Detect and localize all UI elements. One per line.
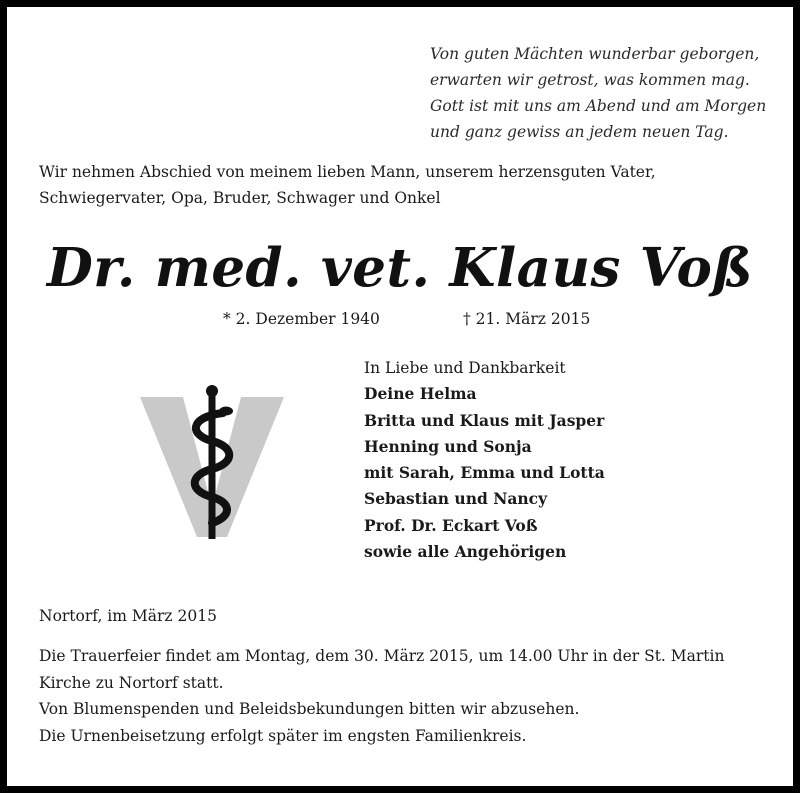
family-name: Deine Helma: [364, 384, 477, 404]
info-line: Kirche zu Nortorf statt.: [39, 673, 224, 692]
family-heading: In Liebe und Dankbarkeit: [364, 359, 566, 377]
family-signatures: [364, 355, 784, 565]
deceased-name: Dr. med. vet. Klaus Voß: [46, 237, 754, 299]
family-name: Sebastian und Nancy: [364, 489, 548, 509]
family-name: Prof. Dr. Eckart Voß: [364, 515, 538, 535]
info-line: Die Urnenbeisetzung erfolgt später im engsten Familienkreis.: [39, 726, 527, 745]
place-date: Nortorf, im März 2015: [39, 607, 217, 625]
info-line: Von Blumenspenden und Beleidsbekundungen bitten wir abzusehen.: [39, 700, 580, 718]
family-name: Henning und Sonja: [364, 436, 532, 456]
poem-quote: [430, 41, 780, 145]
info-line: Die Trauerfeier findet am Montag, dem 30. März 2015, um 14.00 Uhr in der St. Martin: [39, 647, 725, 665]
poem-line: und ganz gewiss an jedem neuen Tag.: [430, 123, 729, 141]
family-name: sowie alle Angehörigen: [364, 542, 567, 562]
poem-line: erwarten wir getrost, was kommen mag.: [430, 71, 750, 89]
poem-line: Gott ist mit uns am Abend und am Morgen: [430, 97, 767, 115]
family-name: Britta und Klaus mit Jasper: [364, 410, 605, 430]
birth-date: * 2. Dezember 1940: [223, 310, 380, 328]
veterinary-staff-of-asclepius-icon: [137, 379, 287, 539]
intro-line: Wir nehmen Abschied von meinem lieben Mann, unserem herzensguten Vater,: [39, 163, 656, 181]
family-name: mit Sarah, Emma und Lotta: [364, 463, 605, 483]
death-date: † 21. März 2015: [463, 310, 591, 328]
funeral-info: [39, 643, 779, 749]
intro-text: [39, 159, 779, 211]
intro-line: Schwiegervater, Opa, Bruder, Schwager und Onkel: [39, 189, 441, 207]
poem-line: Von guten Mächten wunderbar geborgen,: [430, 45, 760, 63]
